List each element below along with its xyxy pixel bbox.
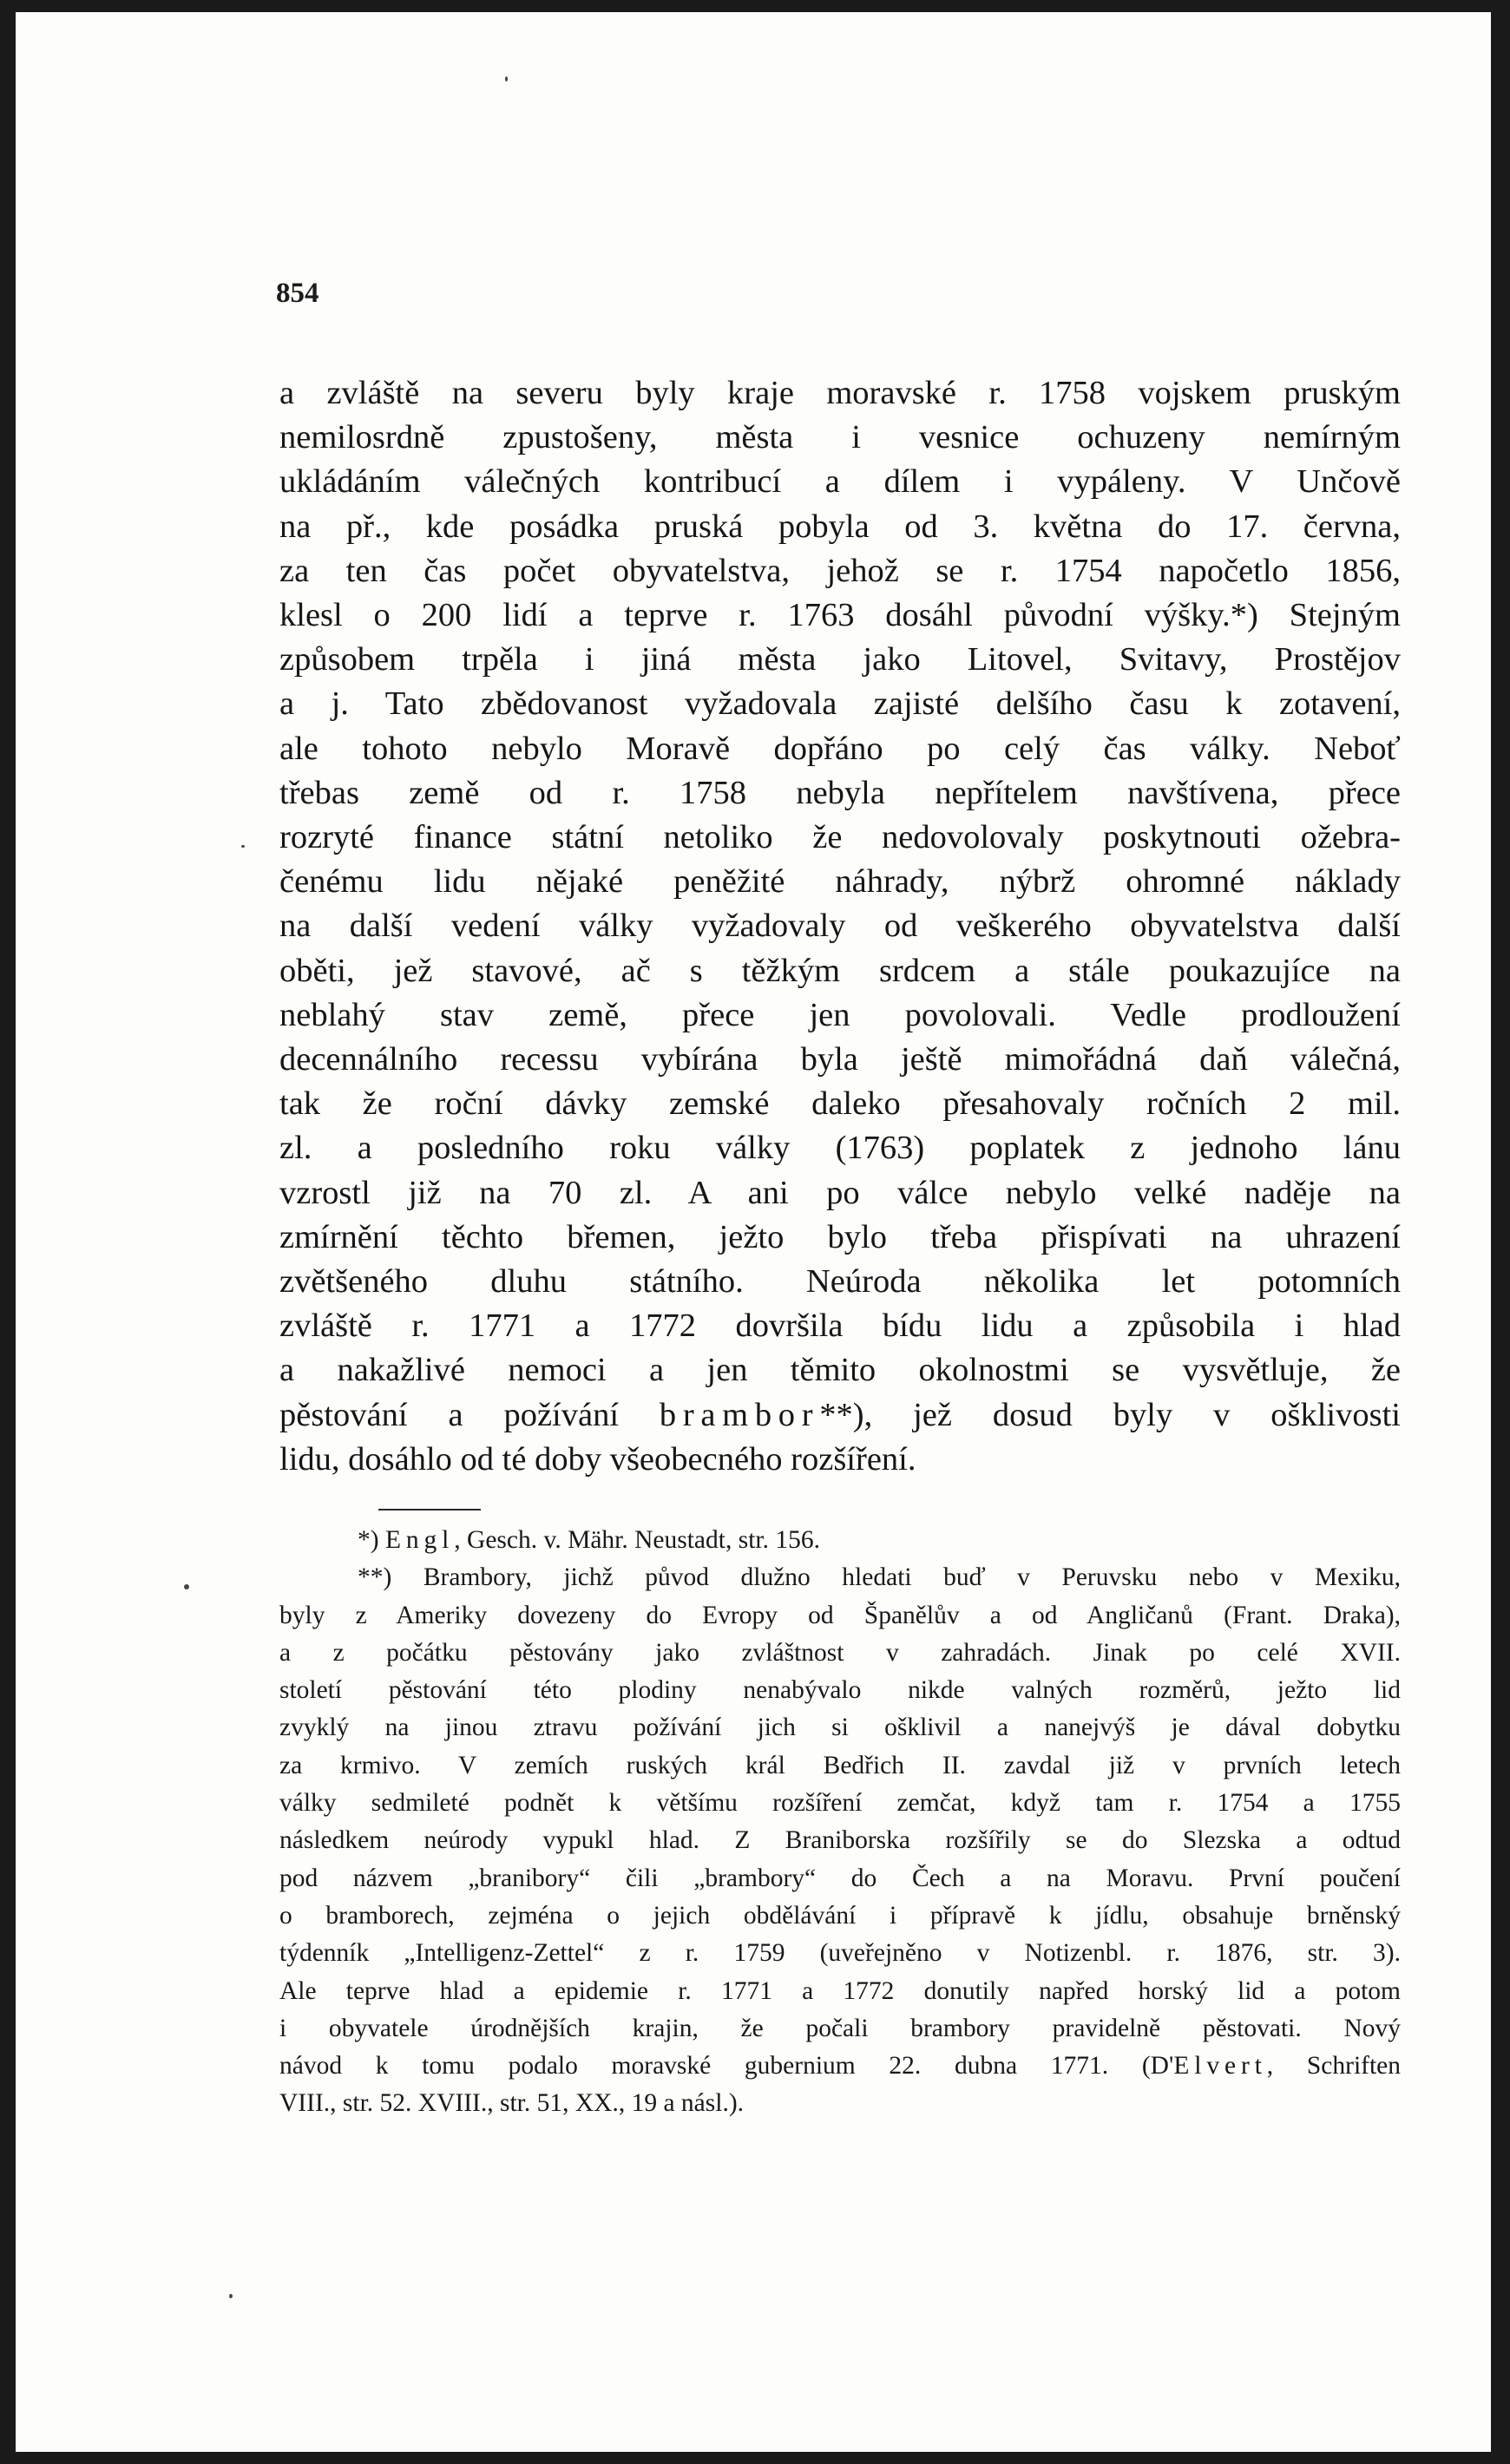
text-line-brambor [279, 1393, 1401, 1438]
footnote-mark: *) [358, 1526, 385, 1554]
text-line: a zvláště na severu byly kraje moravské r. 1758 vojskem pruským [279, 375, 1401, 411]
text-line: čenému lidu nějaké peněžité náhrady, nýbrž ohromné náklady [279, 863, 1401, 901]
footnote-2-line: **) Brambory, jichž původ dlužno hledati buď v Peruvsku nebo v Mexiku, [358, 1563, 1401, 1592]
footnote-2-line: za krmivo. V zemích ruských král Bedřich II. zavdal již v prvních letech [279, 1751, 1401, 1779]
scan-speck [229, 2294, 233, 2298]
footnote-citation: , Gesch. v. Mähr. Neustadt, str. 156. [454, 1526, 820, 1554]
text-line: způsobem trpěla i jiná města jako Litovel, Svitavy, Prostějov [279, 641, 1401, 678]
text-line: decennálního recessu vybírána byla ještě mimořádná daň válečná, [279, 1041, 1401, 1078]
text-segment: , Schriften [1266, 2052, 1401, 2081]
text-line: a j. Tato zbědovanost vyžadovala zajisté delšího času k zotavení, [279, 685, 1401, 723]
scanned-page [16, 12, 1491, 2452]
footnote-separator-rule [378, 1509, 481, 1511]
footnote-2-line: zvyklý na jinou ztravu požívání jich si ošklivil a nanejvýš je dával dobytku [279, 1714, 1401, 1742]
page-number: 854 [276, 278, 319, 309]
text-line: zvláště r. 1771 a 1772 dovršila bídu lidu a způsobila i hlad [279, 1307, 1401, 1345]
text-line: zvětšeného dluhu státního. Neúroda několika let potomních [279, 1263, 1401, 1301]
spaced-author-elvert: Elvert [1173, 2052, 1267, 2081]
footnote-2-last-line: VIII., str. 52. XVIII., str. 51, XX., 19 a násl.). [279, 2089, 745, 2118]
footnote-2-line: následkem neúrody vypukl hlad. Z Braniborska rozšířily se do Slezska a odtud [279, 1826, 1401, 1855]
text-line: zmírnění těchto břemen, ježto bylo třeba přispívati na uhrazení [279, 1218, 1401, 1255]
footnote-2-line: týdenník „Intelligenz-Zettel“ z r. 1759 (uveřejněno v Notizenbl. r. 1876, str. 3). [279, 1939, 1401, 1968]
text-line: ukládáním válečných kontribucí a dílem i vypáleny. V Unčově [279, 463, 1401, 501]
scan-speck [241, 845, 245, 848]
text-line: nemilosrdně zpustošeny, města i vesnice ochuzeny nemírným [279, 419, 1401, 456]
text-line: a nakažlivé nemoci a jen těmito okolnostmi se vysvětluje, že [279, 1352, 1401, 1389]
text-line: zl. a posledního roku války (1763) poplatek z jednoho lánu [279, 1130, 1401, 1167]
text-line: na další vedení války vyžadovaly od veškerého obyvatelstva další [279, 908, 1401, 945]
text-line: vzrostl již na 70 zl. A ani po válce nebylo velké naděje na [279, 1174, 1401, 1211]
footnote-2-line: války sedmileté podnět k většímu rozšíření zemčat, když tam r. 1754 a 1755 [279, 1789, 1401, 1818]
text-line: tak že roční dávky zemské daleko přesahovaly ročních 2 mil. [279, 1085, 1401, 1123]
spaced-author-engl: Engl [384, 1526, 455, 1554]
text-line: oběti, jež stavové, ač s těžkým srdcem a stále poukazujíce na [279, 952, 1401, 989]
main-text [279, 371, 1401, 1482]
text-line: za ten čas počet obyvatelstva, jehož se r. 1754 napočetlo 1856, [279, 552, 1401, 589]
text-line: ale tohoto nebylo Moravě dopřáno po celý čas války. Neboť [279, 730, 1401, 767]
footnote-2-line: byly z Ameriky dovezeny do Evropy od Španělův a od Angličanů (Frant. Draka), [279, 1601, 1401, 1629]
footnote-2-line-elvert [279, 2048, 1401, 2085]
text-segment: **), jež dosud byly v ošklivosti [819, 1396, 1402, 1433]
footnote-1 [279, 1522, 1401, 1559]
spaced-word-brambor: brambor [659, 1396, 820, 1433]
footnote-2-line: pod názvem „branibory“ čili „brambory“ do Čech a na Moravu. První poučení [279, 1864, 1401, 1892]
footnote-2-line: století pěstování této plodiny nenabývalo nikde valných rozměrů, ježto lid [279, 1676, 1401, 1705]
scan-speck [184, 1584, 189, 1589]
footnote-2-line: a z počátku pěstovány jako zvláštnost v zahradách. Jinak po celé XVII. [279, 1638, 1401, 1667]
footnote-2-line: o bramborech, zejména o jejich obdělávání i přípravě k jídlu, obsahuje brněnský [279, 1901, 1401, 1930]
footnotes [279, 1522, 1401, 2123]
footnote-2-line: i obyvatele úrodnějších krajin, že počali brambory pravidelně pěstovati. Nový [279, 2014, 1401, 2042]
text-line: rozryté finance státní netoliko že nedovolovaly poskytnouti ožebra- [279, 819, 1401, 856]
text-segment: pěstování a požívání [279, 1396, 660, 1433]
text-segment: návod k tomu podalo moravské gubernium 22. dubna 1771. (D' [279, 2052, 1174, 2081]
text-line-last: lidu, dosáhlo od té doby všeobecného rozšíření. [279, 1440, 916, 1478]
footnote-2-line: Ale teprve hlad a epidemie r. 1771 a 1772 donutily napřed horský lid a potom [279, 1976, 1401, 2005]
scan-speck [505, 76, 508, 82]
text-line: třebas země od r. 1758 nebyla nepřítelem navštívena, přece [279, 774, 1401, 811]
text-line: na př., kde posádka pruská pobyla od 3. května do 17. června, [279, 508, 1401, 545]
text-line: neblahý stav země, přece jen povolovali. Vedle prodloužení [279, 996, 1401, 1033]
text-line: klesl o 200 lidí a teprve r. 1763 dosáhl původní výšky.*) Stejným [279, 597, 1401, 634]
